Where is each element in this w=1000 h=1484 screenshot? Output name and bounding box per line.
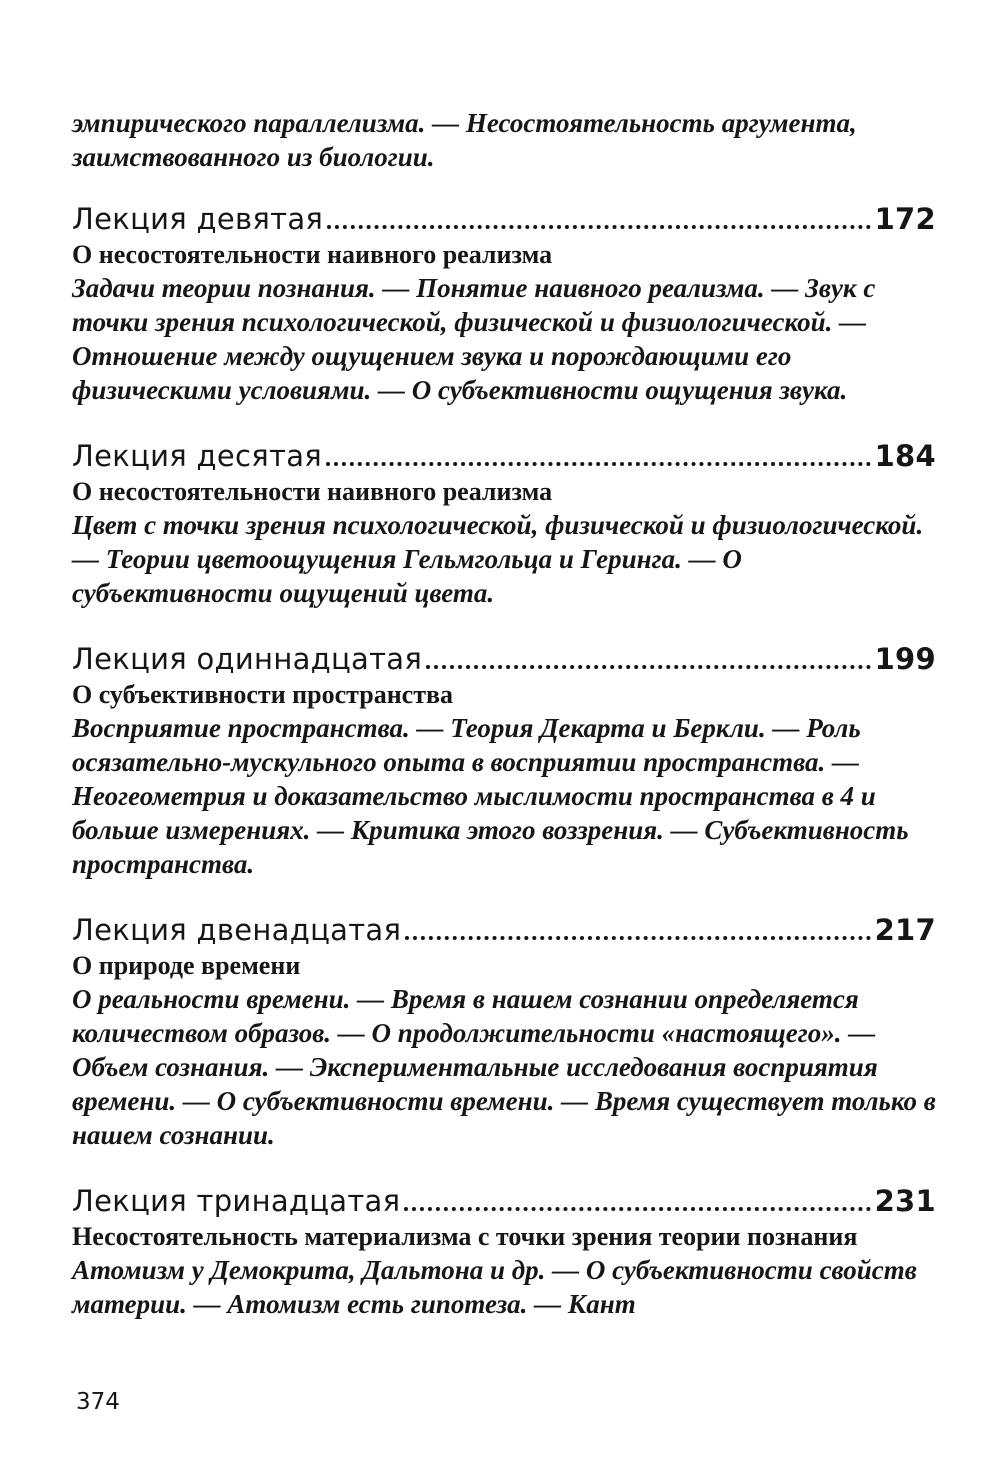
lecture-page-number: 172	[874, 202, 936, 236]
lecture-title: Лекция тринадцатая	[72, 1184, 401, 1218]
lecture-description: Задачи теории познания. — Понятие наивного реализма. — Звук с точки зрения психологической, физической и физиологической. — Отношение между ощущением звука и порождающими его физическими условиями. — О субъективности ощущения звука.	[72, 273, 876, 405]
continued-description: эмпирического параллелизма. — Несостоятельность аргумента, заимствованного из биологии.	[72, 108, 857, 172]
toc-entry-lecture-10[interactable]	[72, 437, 936, 610]
lecture-heading	[72, 200, 936, 238]
lecture-title: Лекция десятая	[72, 439, 323, 473]
lecture-page-number: 199	[874, 642, 936, 676]
lecture-subtitle: О субъективности пространства	[72, 680, 454, 709]
lecture-description: Атомизм у Демокрита, Дальтона и др. — О субъективности свойств материи. — Атомизм есть гипотеза. — Кант	[72, 1255, 917, 1319]
lecture-page-number: 217	[874, 913, 936, 947]
lecture-subtitle: О несостоятельности наивного реализма	[72, 477, 553, 506]
toc-entry-lecture-13[interactable]	[72, 1182, 936, 1321]
lecture-page-number: 184	[874, 439, 936, 473]
leader-dots	[327, 225, 870, 229]
leader-dots	[426, 665, 870, 669]
lecture-title: Лекция двенадцатая	[72, 913, 402, 947]
toc-entry-lecture-11[interactable]	[72, 640, 936, 881]
page-number: 374	[76, 1389, 120, 1415]
lecture-description: О реальности времени. — Время в нашем сознании определяется количеством образов. — О продолжительности «настоящего». — Объем сознания. — Экспериментальные исследования восприятия времени. — О субъективности времени. — Время существует только в нашем сознании.	[72, 984, 936, 1150]
lecture-page-number: 231	[874, 1184, 936, 1218]
toc-entry-lecture-9[interactable]	[72, 200, 936, 407]
lecture-description: Цвет с точки зрения психологической, физической и физиологической. — Теории цветоощущения Гельмгольца и Геринга. — О субъективности ощущений цвета.	[72, 510, 924, 608]
lecture-subtitle: О несостоятельности наивного реализма	[72, 240, 553, 269]
lecture-title: Лекция девятая	[72, 202, 324, 236]
lecture-heading	[72, 437, 936, 475]
toc-entry-lecture-12[interactable]	[72, 911, 936, 1152]
leader-dots	[404, 1207, 870, 1211]
lecture-heading	[72, 911, 936, 949]
lecture-description: Восприятие пространства. — Теория Декарта и Беркли. — Роль осязательно-мускульного опыта в восприятии пространства. — Неогеометрия и доказательство мыслимости пространства в 4 и больше измерениях. — Критика этого воззрения. — Субъективность пространства.	[72, 713, 909, 879]
leader-dots	[405, 936, 870, 940]
lecture-subtitle: Несостоятельность материализма с точки зрения теории познания	[72, 1222, 858, 1251]
lecture-heading	[72, 1182, 936, 1220]
lecture-heading	[72, 640, 936, 678]
leader-dots	[326, 462, 871, 466]
lecture-subtitle: О природе времени	[72, 951, 301, 980]
lecture-title: Лекция одиннадцатая	[72, 642, 423, 676]
